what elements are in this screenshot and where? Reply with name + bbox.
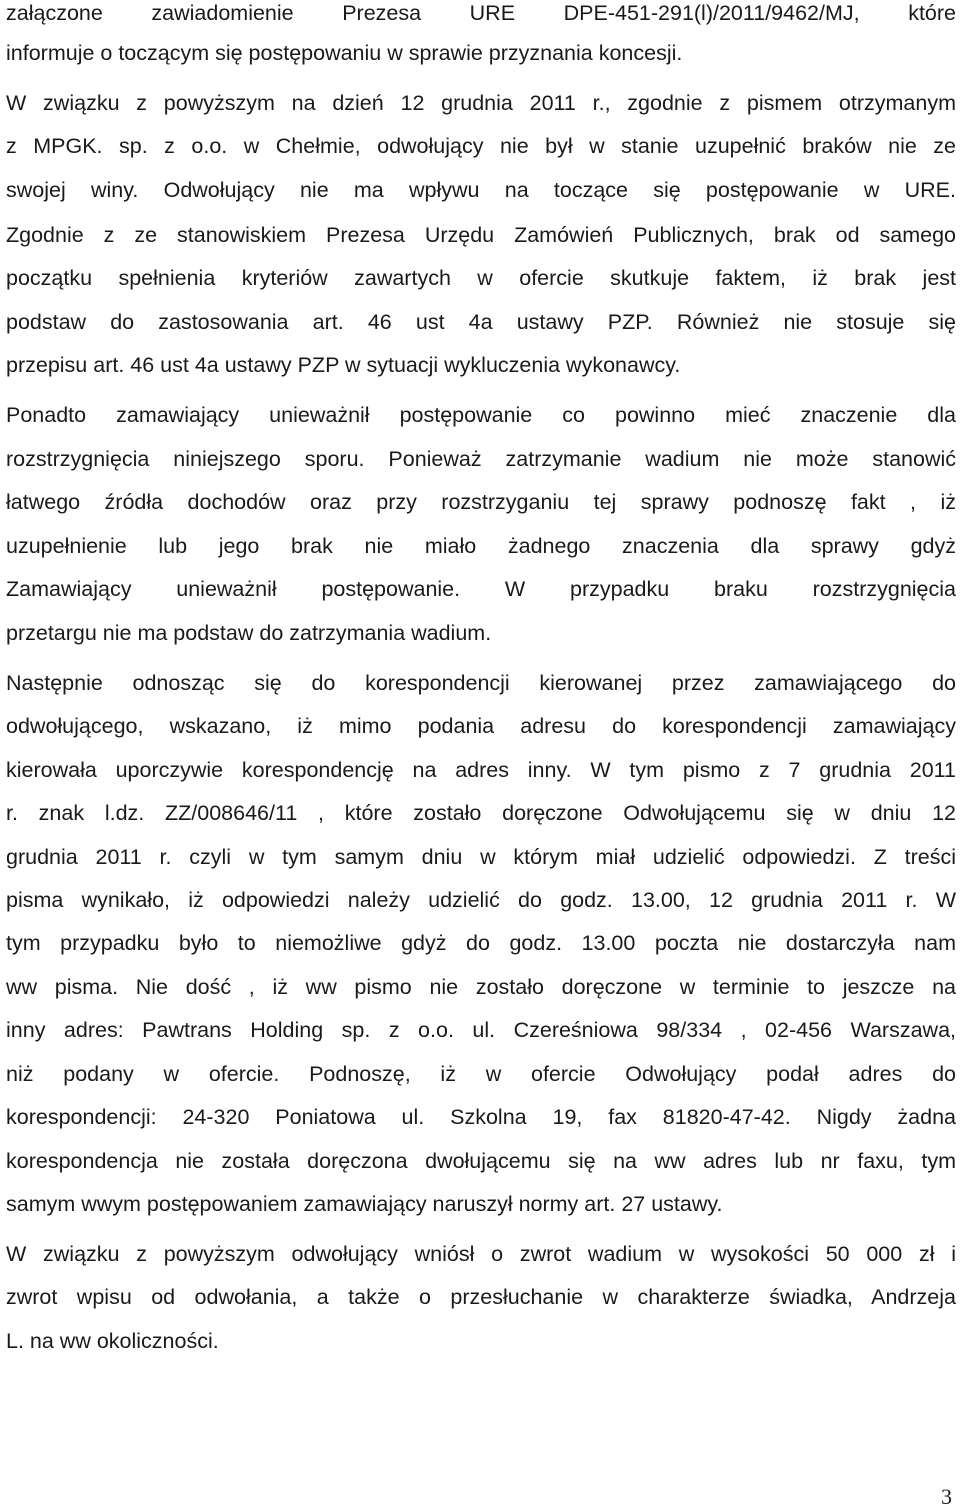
text-line: samym wwym postępowaniem zamawiający naruszył normy art. 27 ustawy. [6, 1192, 723, 1216]
text-line: grudnia 2011 r. czyli w tym samym dniu w którym miał udzielić odpowiedzi. Z treści [6, 845, 956, 869]
text-line: ww pisma. Nie dość , iż ww pismo nie zostało doręczone w terminie to jeszcze na [6, 975, 956, 999]
text-line: tym przypadku było to niemożliwe gdyż do godz. 13.00 poczta nie dostarczyła nam [6, 931, 956, 955]
text-line: korespondencja nie została doręczona dwołującemu się na ww adres lub nr faxu, tym [6, 1149, 956, 1173]
text-line: kierowała uporczywie korespondencję na adres inny. W tym pismo z 7 grudnia 2011 [6, 758, 956, 782]
text-line: Zamawiający unieważnił postępowanie. W przypadku braku rozstrzygnięcia [6, 577, 956, 601]
text-line: inny adres: Pawtrans Holding sp. z o.o. ul. Czereśniowa 98/334 , 02-456 Warszawa, [6, 1018, 956, 1042]
text-line: zwrot wpisu od odwołania, a także o przesłuchanie w charakterze świadka, Andrzeja [6, 1285, 956, 1309]
text-line: przetargu nie ma podstaw do zatrzymania wadium. [6, 621, 492, 645]
text-line: r. znak l.dz. ZZ/008646/11 , które zostało doręczone Odwołującemu się w dniu 12 [6, 801, 956, 825]
text-line: niż podany w ofercie. Podnoszę, iż w ofercie Odwołujący podał adres do [6, 1062, 956, 1086]
text-line: rozstrzygnięcia niniejszego sporu. Ponieważ zatrzymanie wadium nie może stanowić [6, 447, 956, 471]
text-line: L. na ww okoliczności. [6, 1329, 219, 1353]
text-line: łatwego źródła dochodów oraz przy rozstrzyganiu tej sprawy podnoszę fakt , iż [6, 490, 956, 514]
text-line: przepisu art. 46 ust 4a ustawy PZP w sytuacji wykluczenia wykonawcy. [6, 353, 681, 377]
text-line: korespondencji: 24-320 Poniatowa ul. Szkolna 19, fax 81820-47-42. Nigdy żadna [6, 1105, 956, 1129]
text-line: podstaw do zastosowania art. 46 ust 4a ustawy PZP. Również nie stosuje się [6, 310, 956, 334]
text-line: W związku z powyższym na dzień 12 grudnia 2011 r., zgodnie z pismem otrzymanym [6, 91, 956, 115]
text-line: początku spełnienia kryteriów zawartych w ofercie skutkuje faktem, iż brak jest [6, 266, 956, 290]
text-line: z MPGK. sp. z o.o. w Chełmie, odwołujący nie był w stanie uzupełnić braków nie ze [6, 134, 956, 158]
text-line: W związku z powyższym odwołujący wniósł o zwrot wadium w wysokości 50 000 zł i [6, 1242, 956, 1266]
text-line: odwołującego, wskazano, iż mimo podania adresu do korespondencji zamawiający [6, 714, 956, 738]
text-line: uzupełnienie lub jego brak nie miało żadnego znaczenia dla sprawy gdyż [6, 534, 956, 558]
text-line: pisma wynikało, iż odpowiedzi należy udzielić do godz. 13.00, 12 grudnia 2011 r. W [6, 888, 956, 912]
text-line: Zgodnie z ze stanowiskiem Prezesa Urzędu Zamówień Publicznych, brak od samego [6, 223, 956, 247]
text-line: załączone zawiadomienie Prezesa URE DPE-451-291(l)/2011/9462/MJ, które [6, 1, 956, 25]
page-number: 3 [941, 1484, 952, 1509]
text-line: swojej winy. Odwołujący nie ma wpływu na toczące się postępowanie w URE. [6, 178, 956, 202]
text-line: Ponadto zamawiający unieważnił postępowanie co powinno mieć znaczenie dla [6, 403, 956, 427]
text-line: Następnie odnosząc się do korespondencji kierowanej przez zamawiającego do [6, 671, 956, 695]
text-line: informuje o toczącym się postępowaniu w sprawie przyznania koncesji. [6, 41, 683, 65]
